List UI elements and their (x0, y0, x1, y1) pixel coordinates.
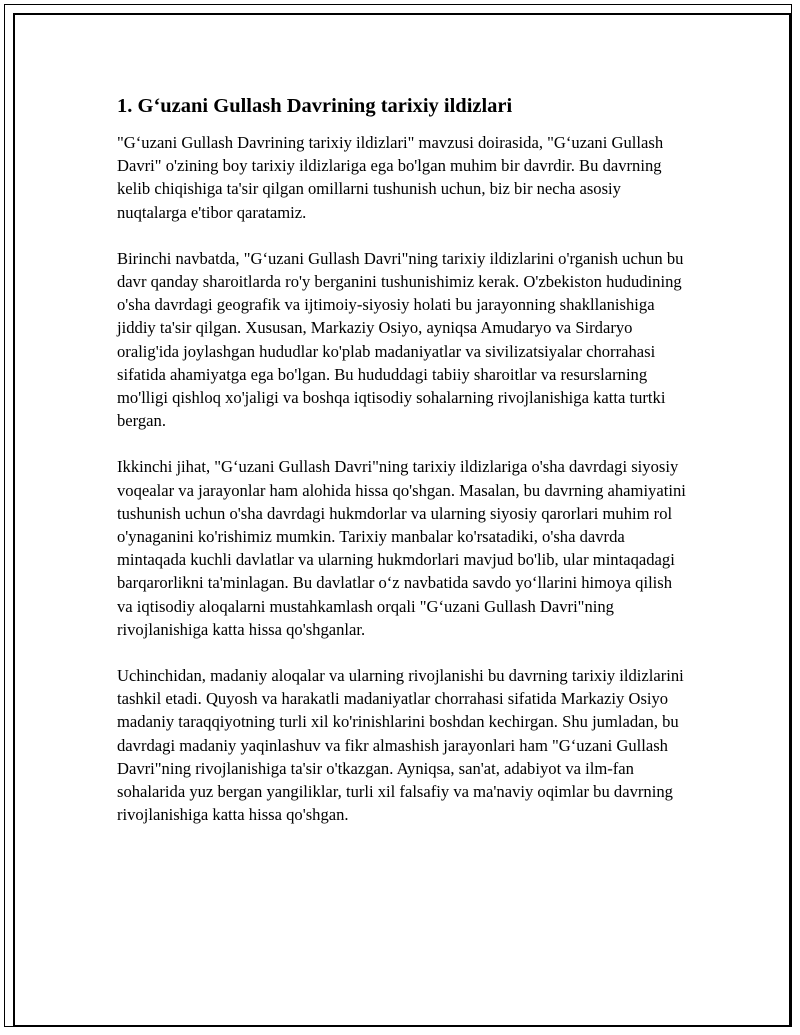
paragraph-4: Uchinchidan, madaniy aloqalar va ularning rivojlanishi bu davrning tarixiy ildizlarini tashkil etadi. Quyosh va harakatli madaniyatlar chorrahasi sifatida Markaziy Osiyo madaniy taraqqiyotning turli xil ko'rinishlarini boshdan kechirgan. Shu jumladan, bu davrdagi madaniy yaqinlashuv va fikr almashish jarayonlari ham "G‘uzani Gullash Davri"ning rivojlanishiga ta'sir o'tkazgan. Ayniqsa, san'at, adabiyot va ilm-fan sohalarida yuz bergan yangiliklar, turli xil falsafiy va ma'naviy oqimlar bu davrning rivojlanishiga katta hissa qo'shgan. (117, 666, 684, 825)
section-heading: 1. G‘uzani Gullash Davrining tarixiy ildizlari (117, 95, 513, 117)
paragraph-2: Birinchi navbatda, "G‘uzani Gullash Davri"ning tarixiy ildizlarini o'rganish uchun bu davr qanday sharoitlarda ro'y berganini tushunishimiz kerak. O'zbekiston hududining o'sha davrdagi geografik va ijtimoiy-siyosiy holati bu jarayonning shakllanishiga jiddiy ta'sir qilgan. Xususan, Markaziy Osiyo, ayniqsa Amudaryo va Sirdaryo oralig'ida joylashgan hududlar ko'plab madaniyatlar va sivilizatsiyalar chorrahasi sifatida ahamiyatga ega bo'lgan. Bu hududdagi tabiiy sharoitlar va resurslarning mo'lligi qishloq xo'jaligi va boshqa iqtisodiy sohalarning rivojlanishiga katta turtki bergan. (117, 248, 684, 431)
paragraph-3: Ikkinchi jihat, "G‘uzani Gullash Davri"ning tarixiy ildizlariga o'sha davrdagi siyosiy voqealar va jarayonlar ham alohida hissa qo'shgan. Masalan, bu davrning ahamiyatini tushunish uchun o'sha davrdagi hukmdorlar va ularning siyosiy qarorlari muhim rol o'ynaganini ko'rishimiz mumkin. Tarixiy manbalar ko'rsatadiki, o'sha davrda mintaqada kuchli davlatlar va ularning hukmdorlari mavjud bo'lib, ular mintaqadagi barqarorlikni ta'minlagan. Bu davlatlar o‘z navbatida savdo yo‘llarini himoya qilish va iqtisodiy aloqalarni mustahkamlash orqali "G‘uzani Gullash Davri"ning rivojlanishiga katta hissa qo'shganlar. (117, 457, 686, 639)
document-body (117, 92, 687, 826)
paragraph-1: "G‘uzani Gullash Davrining tarixiy ildizlari" mavzusi doirasida, "G‘uzani Gullash Davri" o'zining boy tarixiy ildizlariga ega bo'lgan muhim bir davrdir. Bu davrning kelib chiqishiga ta'sir qilgan omillarni tushunish uchun, biz bir necha asosiy nuqtalarga e'tibor qaratamiz. (117, 133, 664, 222)
